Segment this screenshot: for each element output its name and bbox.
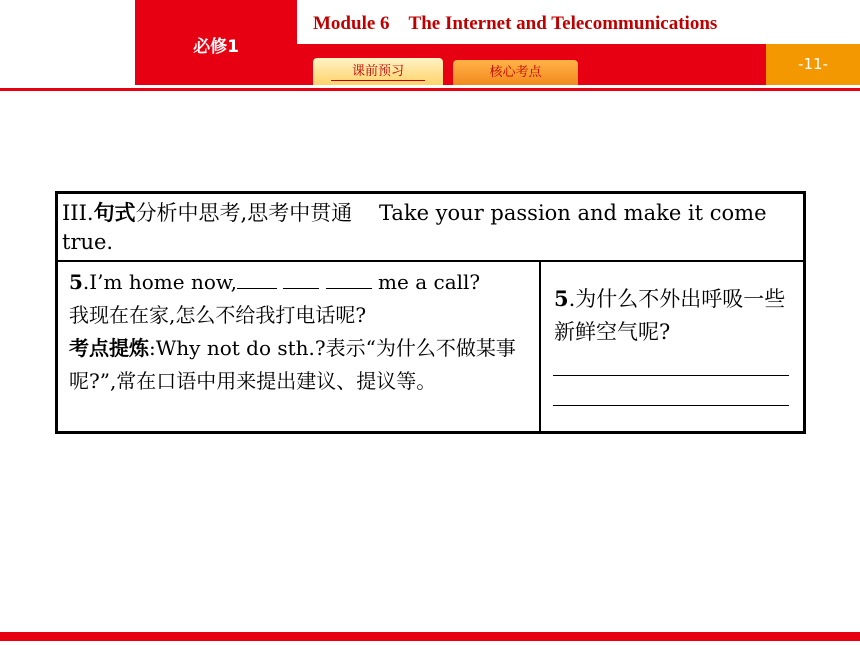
content-table (55, 191, 806, 434)
module-title: Module 6 The Internet and Telecommunications (313, 13, 718, 34)
tip-label: 考点提炼 (69, 336, 149, 360)
item-number: 5 (69, 270, 83, 294)
footer-divider (0, 632, 860, 641)
section-heading (62, 198, 792, 257)
blank-2 (283, 270, 319, 289)
tab-active-underline (331, 80, 425, 81)
motto: Take your passion and make it come true. (62, 201, 767, 254)
tab-key-points[interactable] (453, 60, 578, 85)
answer-line-2[interactable] (553, 405, 789, 406)
explanation-cell (58, 262, 541, 431)
exercise-question: .为什么不外出呼吸一些新鲜空气呢? (554, 287, 786, 344)
translation: 我现在在家,怎么不给我打电话呢? (69, 303, 367, 327)
exercise-text (554, 282, 794, 349)
header-divider (0, 88, 860, 91)
tab-preview-label: 课前预习 (351, 64, 404, 79)
sentence-start: .I’m home now, (82, 270, 237, 294)
heading-roman: III. (62, 201, 94, 225)
heading-rest: 分析中思考,思考中贯通 (135, 201, 353, 225)
sentence-end: me a call? (378, 270, 481, 294)
heading-bold: 句式 (93, 200, 136, 225)
explanation-text (69, 266, 531, 398)
blank-3 (326, 270, 372, 289)
book-badge (135, 0, 297, 85)
tip-text: :Why not do sth.?表示“为什么不做某事呢?”,常在口语中用来提出建议、提议等。 (69, 336, 516, 393)
book-label: 必修1 (193, 37, 239, 57)
section-heading-row (58, 194, 803, 262)
blank-1 (237, 270, 277, 289)
tab-preview[interactable] (313, 58, 443, 85)
page-number: -11- (766, 44, 860, 85)
exercise-number: 5 (554, 286, 569, 311)
answer-line-1[interactable] (553, 375, 789, 376)
exercise-cell (541, 262, 803, 431)
tab-key-points-label: 核心考点 (489, 65, 542, 80)
